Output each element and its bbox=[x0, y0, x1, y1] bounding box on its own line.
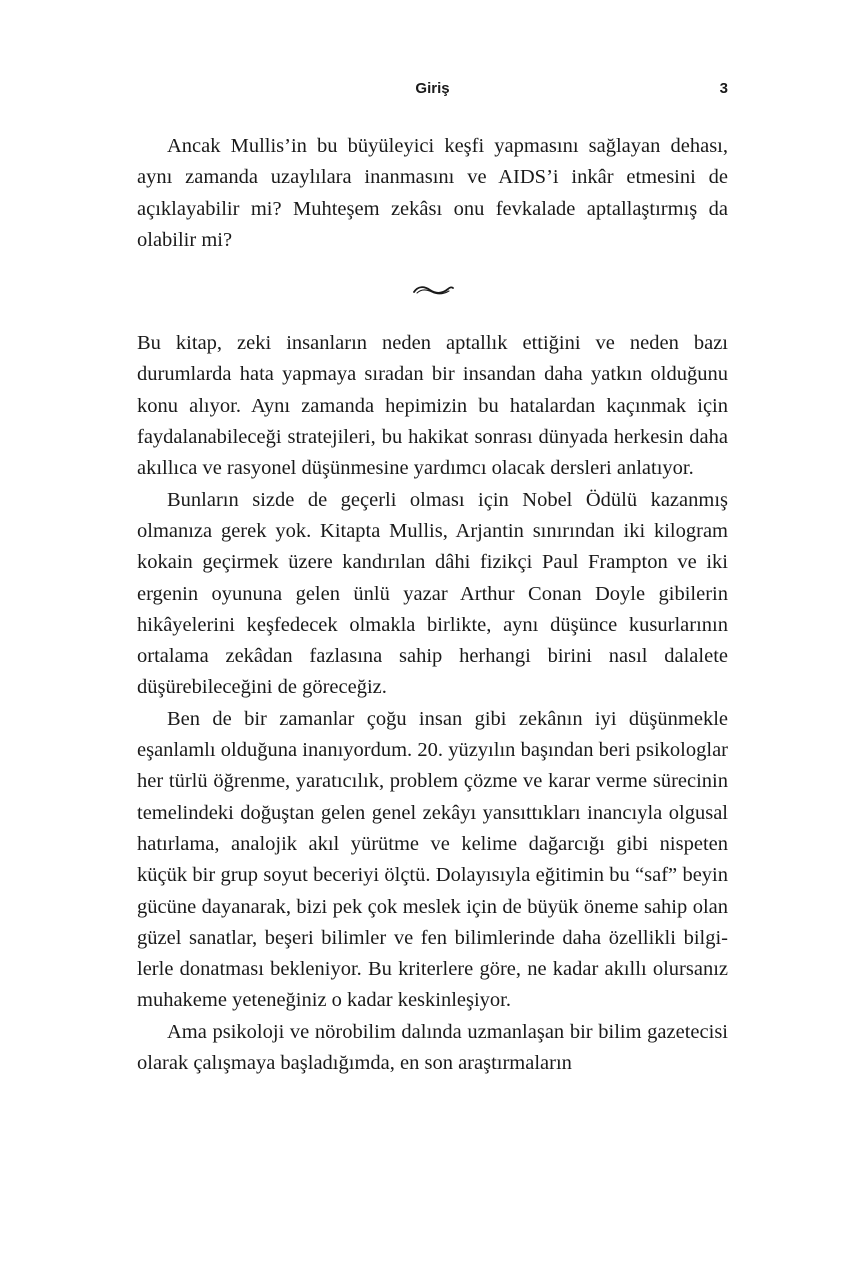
body-text bbox=[137, 131, 728, 1079]
paragraph-2: Bu kitap, zeki insanların neden aptallık ettiğini ve neden bazı durumlarda hata yapmaya sıradan bir insandan daha yatkın olduğunu konu alıyor. Aynı zamanda hepimizin bu hatalardan kaçınmak için faydalanabileceği stratejileri, bu hakikat sonrası dünyada herkesin daha akıllıca ve rasyonel düşünmesine yardımcı olacak dersleri anlatıyor. bbox=[137, 332, 728, 480]
section-break bbox=[137, 262, 728, 318]
paragraph-5: Ama psikoloji ve nörobilim dalında uzmanlaşan bir bilim gazetecisi olarak çalışmaya başladığımda, en son araştırmaların bbox=[137, 1020, 728, 1075]
page-number: 3 bbox=[719, 80, 728, 97]
running-header bbox=[137, 80, 728, 104]
chapter-title: Giriş bbox=[415, 80, 450, 97]
swash-ornament-icon bbox=[412, 283, 454, 297]
paragraph-1: Ancak Mullis’in bu büyüleyici keşfi yapmasını sağlayan dehası, aynı zamanda uzaylılara inanmasını ve AIDS’i inkâr etmesini de açıklayabilir mi? Muhteşem zekâsı onu fevkalade aptallaştırmış da olabilir mi? bbox=[137, 135, 728, 251]
paragraph-4: Ben de bir zamanlar çoğu insan gibi zekânın iyi düşünmekle eşanlamlı olduğuna inanıyordum. 20. yüzyılın başından beri psikologlar her türlü öğrenme, yaratıcılık, problem çözme ve karar verme sürecinin temelindeki doğuştan gelen genel zekâyı yansıttıkları inancıyla olgusal hatırlama, analojik akıl yürütme ve kelime dağarcığı gibi nispeten küçük bir grup soyut beceriyi ölçtü. Dolayısıyla eğitimin bu “saf” beyin gücüne dayanarak, bizi pek çok meslek için de büyük öneme sahip olan güzel sanatlar, beşeri bilimler ve fen bilimlerinde daha özellikli bilgilerle donatması bekleniyor. Bu kriterlere göre, ne kadar akıllı olursanız muhakeme yeteneğiniz o kadar keskinleşiyor. bbox=[137, 707, 728, 1012]
paragraph-3: Bunların sizde de geçerli olması için Nobel Ödülü kazanmış olmanıza gerek yok. Kitapta Mullis, Arjantin sınırından iki kilogram kokain geçirmek üzere kandırılan dâhi fizikçi Paul Frampton ve iki ergenin oyununa gelen ünlü yazar Arthur Conan Doyle gibilerin hikâyelerini keşfedecek olmakla birlikte, aynı düşünce kusurlarının ortalama zekâdan fazlasına sahip herhangi birini nasıl dalalete düşürebileceğini de göreceğiz. bbox=[137, 488, 728, 699]
